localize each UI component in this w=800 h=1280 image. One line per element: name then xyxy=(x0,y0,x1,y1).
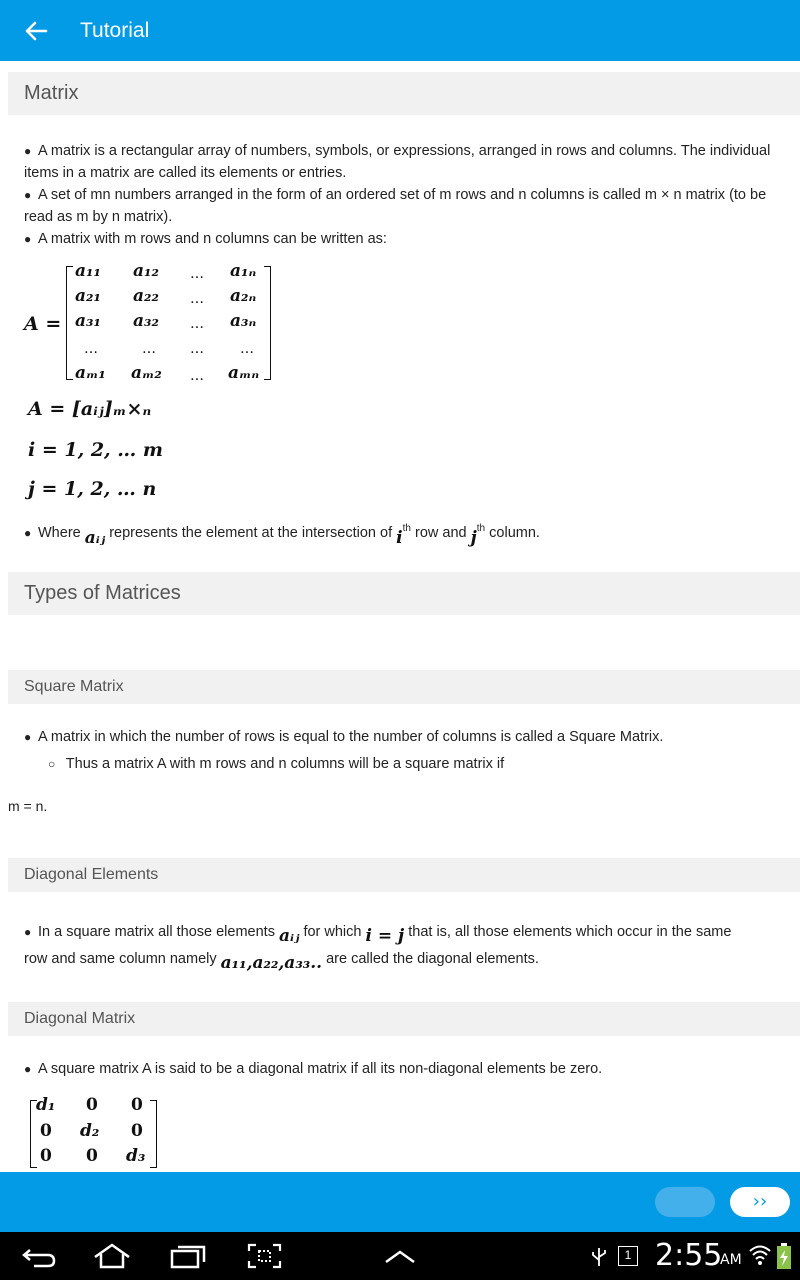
status-ampm: AM xyxy=(720,1252,742,1268)
equation-j-range: j = 1, 2, … n xyxy=(28,478,157,500)
matrix-cell: a₁ₙ xyxy=(230,261,257,281)
paragraph-square-definition: ● A matrix in which the number of rows is equal to the number of columns is called a Square Matrix. xyxy=(24,729,664,745)
matrix-cell: … xyxy=(190,266,204,282)
diag-matrix-cell: d₃ xyxy=(126,1146,146,1166)
diag-matrix-cell: d₁ xyxy=(36,1095,56,1115)
paragraph-diagonal-elements: ● In a square matrix all those elements aᵢⱼ for which i = j that is, all those elements which occur in the same row and same column namely a₁₁,a₂₂,a₃₃.. are called the diagonal elements. xyxy=(24,924,732,973)
diag-matrix-cell: 0 xyxy=(40,1146,52,1166)
usb-icon xyxy=(590,1246,608,1268)
section-header-diagonal-elements: Diagonal Elements xyxy=(8,858,800,892)
matrix-cell: aₘ₂ xyxy=(131,363,162,383)
app-bar xyxy=(0,0,800,61)
matrix-cell: … xyxy=(84,341,98,357)
diag-matrix-cell: 0 xyxy=(131,1095,143,1115)
matrix-cell: a₂₂ xyxy=(133,286,159,306)
paragraph-mn-numbers: ● A set of mn numbers arranged in the form of an ordered set of m rows and n columns is called m × n matrix (to be read as m by n matrix). xyxy=(24,187,767,225)
diag-matrix-cell: 0 xyxy=(40,1121,52,1141)
matrix-cell: a₁₂ xyxy=(133,261,159,281)
section-header-diagonal-matrix: Diagonal Matrix xyxy=(8,1002,800,1036)
matrix-cell: a₂ₙ xyxy=(230,286,257,306)
matrix-a-equals: A = xyxy=(24,313,62,335)
matrix-cell: … xyxy=(240,341,254,357)
equation-aij: A = [aᵢⱼ]ₘ×ₙ xyxy=(28,398,152,420)
section-header-square-matrix: Square Matrix xyxy=(8,670,800,704)
section-header-types: Types of Matrices xyxy=(8,572,800,615)
matrix-cell: … xyxy=(190,341,204,357)
previous-button[interactable] xyxy=(655,1187,715,1217)
back-arrow-icon[interactable] xyxy=(22,17,50,45)
paragraph-written-as: ● A matrix with m rows and n columns can be written as: xyxy=(24,231,387,247)
diag-matrix-cell: 0 xyxy=(86,1095,98,1115)
recent-apps-icon[interactable] xyxy=(168,1242,208,1270)
matrix-cell: a₃₁ xyxy=(75,311,101,331)
diag-matrix-cell: 0 xyxy=(86,1146,98,1166)
pager-bar xyxy=(0,1172,800,1232)
matrix-right-bracket xyxy=(264,266,271,380)
matrix-cell: a₁₁ xyxy=(75,261,101,281)
screenshot-icon[interactable] xyxy=(246,1242,286,1270)
wifi-icon xyxy=(748,1242,772,1268)
matrix-cell: aₘₙ xyxy=(228,363,260,383)
chevron-up-icon[interactable] xyxy=(380,1242,420,1270)
matrix-cell: … xyxy=(190,368,204,384)
matrix-cell: … xyxy=(190,291,204,307)
battery-charging-icon xyxy=(776,1242,792,1270)
diag-matrix-cell: d₂ xyxy=(80,1121,100,1141)
section-header-matrix: Matrix xyxy=(8,72,800,115)
diag-matrix-right-bracket xyxy=(150,1100,157,1168)
diag-matrix-cell: 0 xyxy=(131,1121,143,1141)
paragraph-where: ● Where aᵢⱼ represents the element at the intersection of $i^{th}$ row and $j^{th}$ column. xyxy=(24,523,540,548)
back-nav-icon[interactable] xyxy=(20,1242,60,1270)
matrix-cell: a₃ₙ xyxy=(230,311,257,331)
matrix-left-bracket xyxy=(66,266,73,380)
status-time: 2:55 xyxy=(655,1238,723,1273)
next-button[interactable]: ›› xyxy=(730,1187,790,1217)
matrix-cell: aₘ₁ xyxy=(75,363,106,383)
page-title: Tutorial xyxy=(80,19,150,42)
paragraph-square-condition: ○ Thus a matrix A with m rows and n columns will be a square matrix if xyxy=(48,756,505,772)
paragraph-definition: ● A matrix is a rectangular array of numbers, symbols, or expressions, arranged in rows and columns. The individual items in a matrix are called its elements or entries. xyxy=(24,143,771,181)
home-nav-icon[interactable] xyxy=(92,1242,132,1270)
system-navigation-bar xyxy=(0,1232,800,1280)
matrix-cell: … xyxy=(142,341,156,357)
equation-i-range: i = 1, 2, … m xyxy=(28,439,163,461)
text-m-equals-n: m = n. xyxy=(8,798,48,814)
paragraph-diagonal-matrix: ● A square matrix A is said to be a diagonal matrix if all its non-diagonal elements be zero. xyxy=(24,1061,603,1077)
matrix-cell: … xyxy=(190,316,204,332)
notification-count-icon: 1 xyxy=(618,1246,638,1266)
matrix-cell: a₃₂ xyxy=(133,311,159,331)
tutorial-content[interactable] xyxy=(0,61,800,1172)
matrix-cell: a₂₁ xyxy=(75,286,101,306)
